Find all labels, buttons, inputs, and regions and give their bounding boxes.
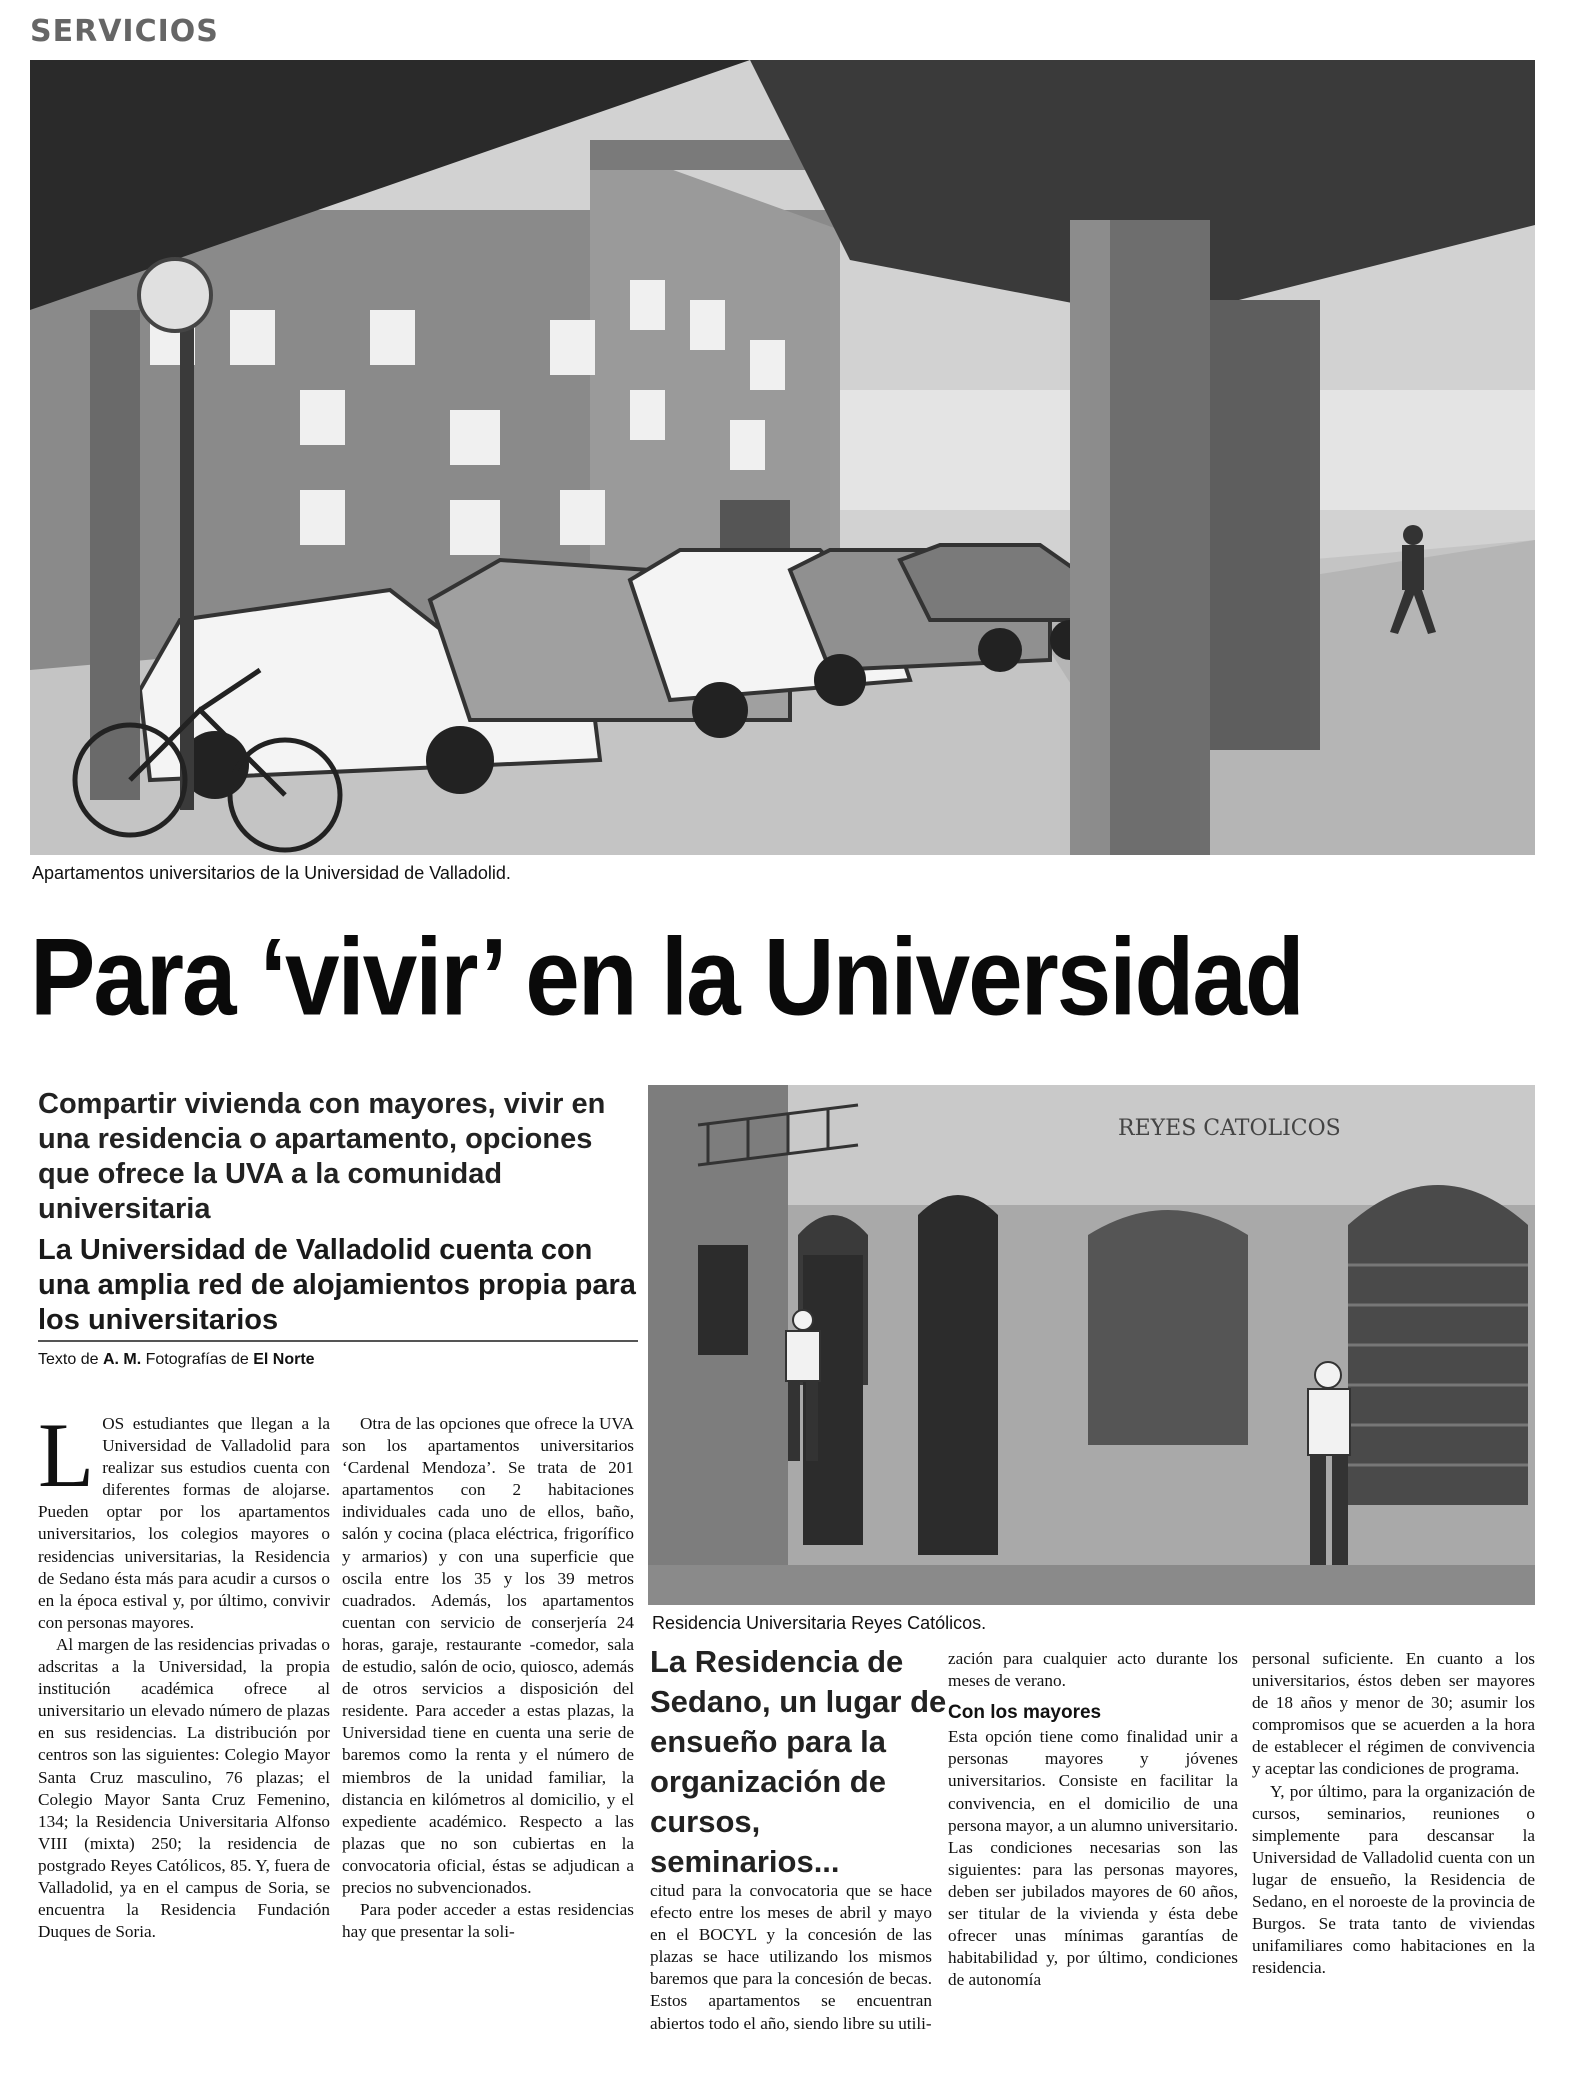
byline bbox=[38, 1351, 638, 1369]
paragraph: citud para la convocatoria que se hace efecto entre los meses de abril y mayo en el BOCYL y la concesión de las plazas se hace utilizando los mismos baremos que para la concesión de becas. Estos apartamentos se encuentran abiertos todo el año, siendo libre su utili- bbox=[650, 1881, 932, 2033]
subdeck-rule bbox=[38, 1340, 638, 1342]
paragraph: Esta opción tiene como finalidad unir a personas mayores y jóvenes universitarios. Consiste en facilitar la convivencia, en el domicilio de una persona mayor, a un alumno universitario. Las condiciones necesarias son las siguientes: para las personas mayores, deben ser jubilados mayores de 60 años, ser titular de la vivienda y ésta debe ofrecer unas mínimas garantías de habitabilidad y, por último, condiciones de autonomía bbox=[948, 1727, 1238, 1990]
byline-text-label: Texto de bbox=[38, 1351, 99, 1368]
photo-residence-caption: Residencia Universitaria Reyes Católicos. bbox=[652, 1613, 987, 1633]
byline-author: A. M. bbox=[102, 1351, 142, 1368]
byline-photo-label: Fotografías de bbox=[145, 1351, 249, 1368]
photo-apartments bbox=[30, 60, 1535, 855]
paragraph: zación para cualquier acto durante los meses de verano. bbox=[948, 1649, 1238, 1691]
section-label: SERVICIOS bbox=[30, 14, 219, 49]
photo-apartments-caption: Apartamentos universitarios de la Universidad de Valladolid. bbox=[32, 863, 511, 883]
paragraph: Para poder acceder a estas residencias hay que presentar la soli- bbox=[342, 1900, 634, 1942]
article-column-2 bbox=[342, 1413, 634, 1943]
residence-illustration bbox=[648, 1085, 1535, 1605]
article-column-1 bbox=[38, 1404, 330, 1943]
paragraph: Al margen de las residencias privadas o adscritas a la Universidad, la propia institución académica ofrece al universitario un elevado número de plazas en sus residencias. La distribución por centros son las siguientes: Colegio Mayor Santa Cruz masculino, 76 plazas; el Colegio Mayor Santa Cruz Femenino, 134; la Residencia Universitaria Alfonso VIII (mixta) 250; la residencia de postgrado Reyes Católicos, 85. Y, fuera de Valladolid, ya en el campus de Soria, se encuentra la Residencia Fundación Duques de Soria. bbox=[38, 1634, 330, 1942]
deck: Compartir vivienda con mayores, vivir en una residencia o apartamento, opciones que ofrece la UVA a la comunidad universitaria bbox=[38, 1088, 606, 1225]
drop-cap: L bbox=[38, 1404, 95, 1506]
article-column-3 bbox=[650, 1880, 932, 2035]
paragraph: Y, por último, para la organización de cursos, seminarios, reuniones o simplemente para descansar la Universidad de Valladolid cuenta con un lugar de ensueño, la Residencia de Sedano, en el noroeste de la provincia de Burgos. Se trata tanto de viviendas unifamiliares como habitaciones en la residencia. bbox=[1252, 1781, 1535, 1978]
apartments-illustration bbox=[30, 60, 1535, 855]
paragraph-text: OS estudiantes que llegan a la Universidad de Valladolid para realizar sus estudios cuenta con diferentes formas de alojarse. Pueden optar por los apartamentos universitarios, los colegios mayores o residencias universitarias, la Residencia de Sedano ésta más para acudir a cursos o en la época estival y, por último, convivir con personas mayores. bbox=[38, 1414, 330, 1632]
paragraph: personal suficiente. En cuanto a los universitarios, éstos deben ser mayores de 18 años y menor de 30; asumir los compromisos que se acuerden a la hora de establecer el régimen de convivencia y aceptar las condiciones de programa. bbox=[1252, 1649, 1535, 1779]
paragraph bbox=[38, 1404, 330, 1634]
paragraph: Otra de las opciones que ofrece la UVA son los apartamentos universitarios ‘Cardenal Mendoza’. Se trata de 201 apartamentos con 2 habitaciones individuales cada uno de ellos, baño, salón y cocina (placa eléctrica, frigorífico y armarios) y con una superficie que oscila entre los 35 y los 39 metros cuadrados. Además, los apartamentos cuentan con servicio de conserjería 24 horas, garaje, restaurante -comedor, sala de estudio, salón de ocio, quiosco, además de otros servicios a disposición del residente. Para acceder a estas plazas, la Universidad tiene en cuenta una serie de baremos como la renta y el número de miembros de la unidad familiar, la distancia en kilómetros al domicilio, y el expediente académico. Respecto a las plazas que no son cubiertas en la convocatoria oficial, éstas se adjudican a precios no subvencionados. bbox=[342, 1414, 634, 1897]
subhead: Con los mayores bbox=[948, 1702, 1102, 1724]
residence-sign: REYES CATOLICOS bbox=[1118, 1116, 1341, 1141]
subdeck: La Universidad de Valladolid cuenta con una amplia red de alojamientos propia para los universitarios bbox=[38, 1234, 636, 1336]
article-column-4 bbox=[948, 1648, 1238, 1991]
photo-residence bbox=[648, 1085, 1535, 1605]
pull-quote: La Residencia de Sedano, un lugar de ensueño para la organización de cursos, seminarios... bbox=[650, 1644, 947, 1879]
headline: Para ‘vivir’ en la Universidad bbox=[30, 915, 1303, 1039]
article-column-5 bbox=[1252, 1648, 1535, 1979]
byline-photographer: El Norte bbox=[253, 1351, 315, 1368]
